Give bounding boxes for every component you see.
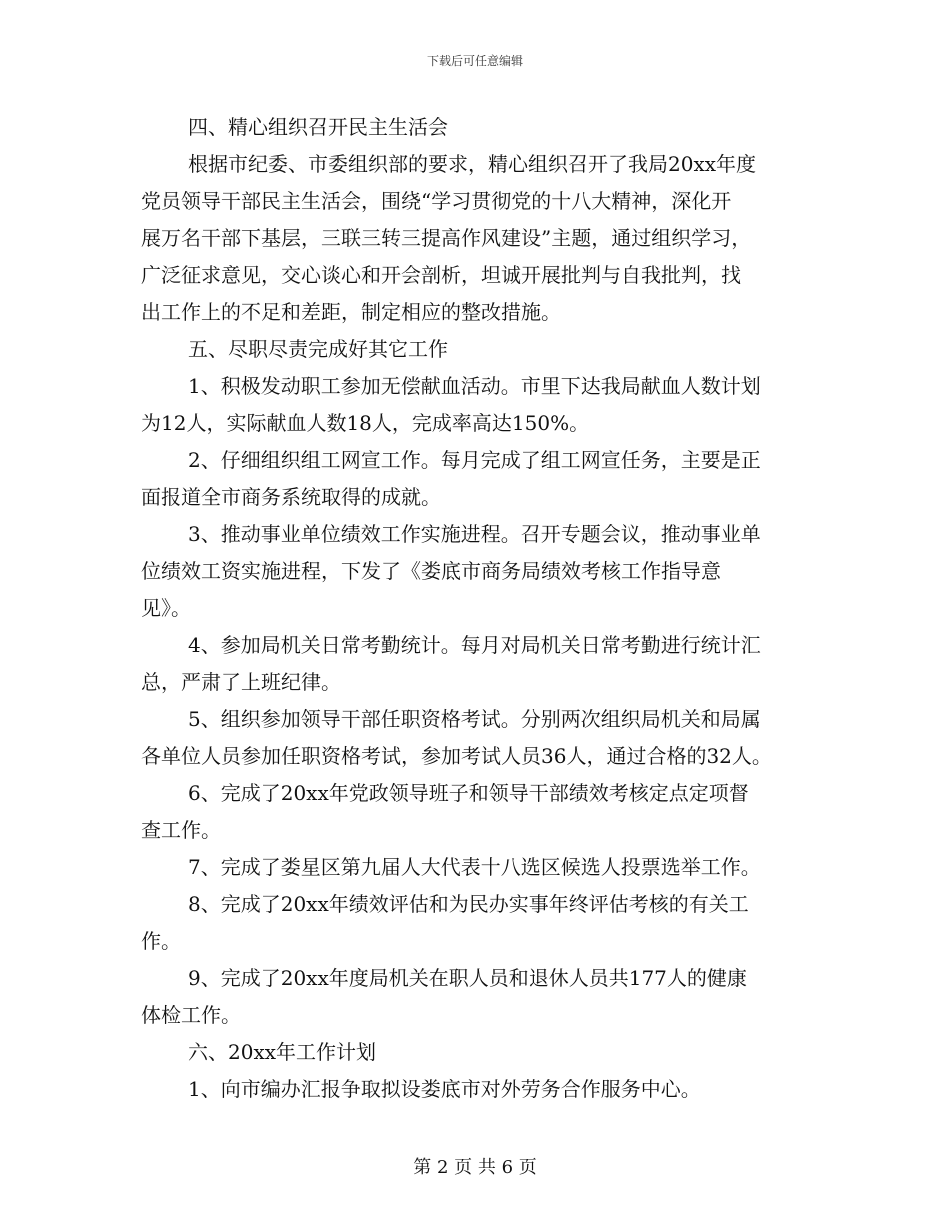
body-line: 展万名干部下基层，三联三转三提高作风建设”主题，通过组织学习，: [141, 226, 752, 250]
body-line: 8、完成了20xx年绩效评估和为民办实事年终评估考核的有关工: [188, 892, 749, 916]
body-line: 5、组织参加领导干部任职资格考试。分别两次组织局机关和局属: [188, 707, 761, 731]
body-line: 各单位人员参加任职资格考试，参加考试人员36人，通过合格的32人。: [141, 744, 772, 768]
body-line: 查工作。: [141, 818, 221, 842]
body-line: 出工作上的不足和差距，制定相应的整改措施。: [141, 300, 561, 324]
body-line: 作。: [141, 929, 181, 953]
section-heading-6: 六、20xx年工作计划: [188, 1040, 377, 1064]
section-heading-4: 四、精心组织召开民主生活会: [188, 115, 448, 139]
body-line: 广泛征求意见，交心谈心和开会剖析，坦诚开展批判与自我批判，找: [141, 263, 741, 287]
body-line: 面报道全市商务系统取得的成就。: [141, 485, 441, 509]
body-line: 3、推动事业单位绩效工作实施进程。召开专题会议，推动事业单: [188, 522, 761, 546]
section-heading-5: 五、尽职尽责完成好其它工作: [188, 337, 448, 361]
body-line: 见》。: [141, 596, 191, 620]
page-header-note: 下载后可任意编辑: [426, 54, 523, 68]
body-line: 根据市纪委、市委组织部的要求，精心组织召开了我局20xx年度: [188, 152, 757, 176]
body-line: 2、仔细组织组工网宣工作。每月完成了组工网宣任务，主要是正: [188, 448, 761, 472]
body-line: 党员领导干部民主生活会，围绕“学习贯彻党的十八大精神，深化开: [141, 189, 732, 213]
body-line: 总，严肃了上班纪律。: [141, 670, 341, 694]
body-line: 为12人，实际献血人数18人，完成率高达150%。: [141, 411, 590, 435]
body-line: 6、完成了20xx年党政领导班子和领导干部绩效考核定点定项督: [188, 781, 749, 805]
body-line: 4、参加局机关日常考勤统计。每月对局机关日常考勤进行统计汇: [188, 633, 761, 657]
body-line: 体检工作。: [141, 1003, 241, 1027]
body-line: 1、向市编办汇报争取拟设娄底市对外劳务合作服务中心。: [188, 1077, 701, 1101]
body-line: 9、完成了20xx年度局机关在职人员和退休人员共177人的健康: [188, 966, 747, 990]
body-line: 位绩效工资实施进程，下发了《娄底市商务局绩效考核工作指导意: [141, 559, 721, 583]
body-line: 7、完成了娄星区第九届人大代表十八选区候选人投票选举工作。: [188, 855, 761, 879]
body-line: 1、积极发动职工参加无偿献血活动。市里下达我局献血人数计划: [188, 374, 761, 398]
page-number-footer: 第 2 页 共 6 页: [413, 1157, 537, 1178]
